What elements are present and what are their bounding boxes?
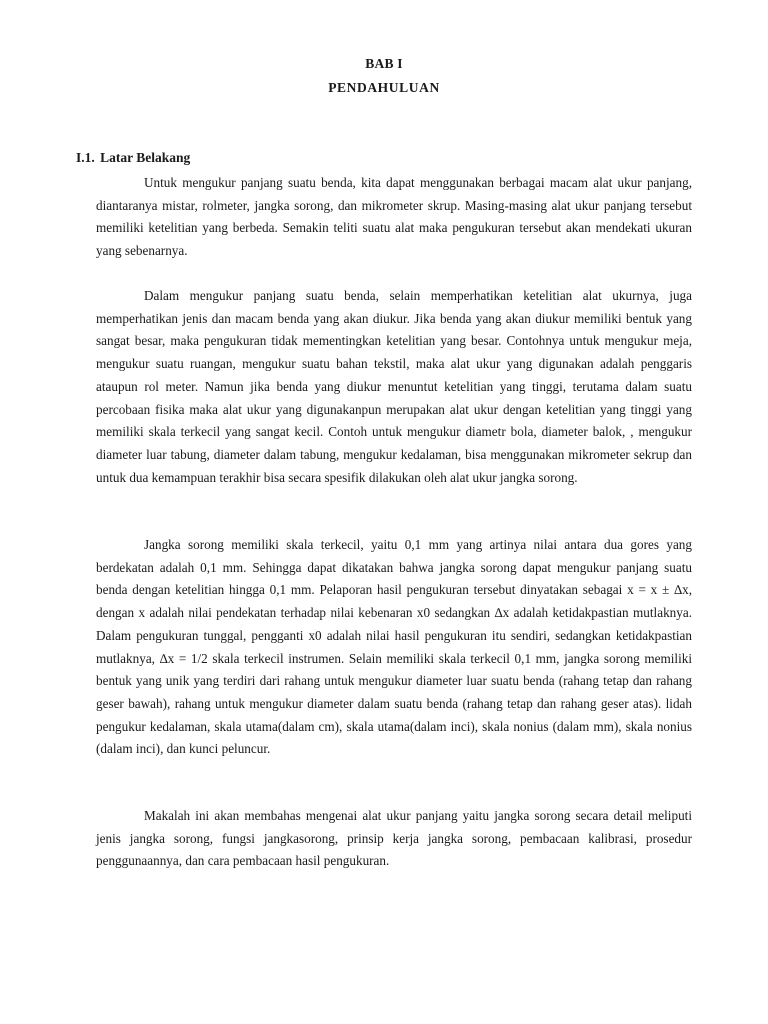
paragraph-1: Untuk mengukur panjang suatu benda, kita dapat menggunakan berbagai macam alat ukur panjang, diantaranya mistar, rolmeter, jangka sorong, dan mikrometer skrup. Masing-masing alat ukur panjang tersebut memiliki ketelitian yang berbeda. Semakin teliti suatu alat maka pengukuran tersebut akan mendekati ukuran yang sebenarnya. xyxy=(96,175,692,259)
paragraph-3: Jangka sorong memiliki skala terkecil, yaitu 0,1 mm yang artinya nilai antara dua gores yang berdekatan adalah 0,1 mm. Sehingga dapat dikatakan bahwa jangka sorong dapat mengukur panjang suatu benda dengan ketelitian hingga 0,1 mm. Pelaporan hasil pengukuran tersebut dinyatakan sebagai x = x ± ∆x, dengan x adalah nilai pendekatan terhadap nilai kebenaran x0 sedangkan ∆x adalah ketidakpastian mutlaknya. Dalam pengukuran tunggal, pengganti x0 adalah nilai hasil pengukuran itu sendiri, sedangkan ketidakpastian mutlaknya, ∆x = 1/2 skala terkecil instrumen. Selain memiliki skala terkecil 0,1 mm, jangka sorong memiliki bentuk yang unik yang terdiri dari rahang untuk mengukur diameter luar suatu benda (rahang tetap dan rahang geser bawah), rahang untuk mengukur diameter dalam suatu benda (rahang tetap dan rahang geser atas). lidah pengukur kedalaman, skala utama(dalam cm), skala utama(dalam inci), skala nonius (dalam mm), skala nonius (dalam inci), dan kunci peluncur. xyxy=(96,537,692,757)
paragraph-4: Makalah ini akan membahas mengenai alat ukur panjang yaitu jangka sorong secara detail meliputi jenis jangka sorong, fungsi jangkasorong, prinsip kerja jangka sorong, pembacaan kalibrasi, prosedur penggunaannya, dan cara pembacaan hasil pengukuran. xyxy=(96,808,692,869)
paragraph-2: Dalam mengukur panjang suatu benda, selain memperhatikan ketelitian alat ukurnya, juga memperhatikan jenis dan macam benda yang akan diukur. Jika benda yang akan diukur memiliki bentuk yang sangat besar, maka pengukuran tidak mementingkan ketelitian yang besar. Contohnya untuk mengukur meja, mengukur suatu ruangan, mengukur suatu bahan tekstil, maka alat ukur yang digunakan adalah penggaris ataupun rol meter. Namun jika benda yang diukur menuntut ketelitian yang tinggi, terutama dalam suatu percobaan fisika maka alat ukur yang digunakanpun merupakan alat ukur dengan ketelitian yang tinggi yang memiliki skala terkecil yang sangat kecil. Contoh untuk mengukur diametr bola, diameter balok, , mengukur diameter luar tabung, diameter dalam tabung, mengukur kedalaman, bisa menggunakan mikrometer sekrup dan untuk dua kemampuan terakhir bisa secara spesifik dilakukan oleh alat ukur jangka sorong. xyxy=(96,288,692,485)
section-heading xyxy=(76,150,190,166)
chapter-number: BAB I xyxy=(365,56,403,71)
section-title: Latar Belakang xyxy=(100,150,191,165)
section-number: I.1. xyxy=(76,150,95,165)
chapter-title: PENDAHULUAN xyxy=(328,80,440,95)
